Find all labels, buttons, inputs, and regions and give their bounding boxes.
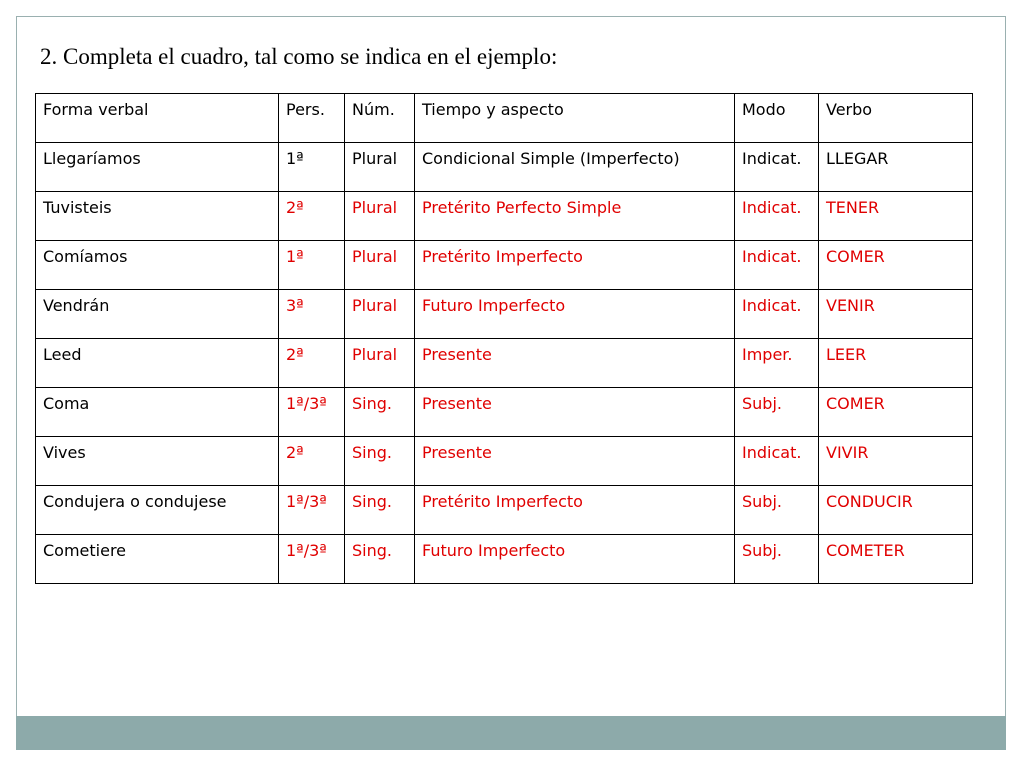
cell-persona: 3ª — [279, 290, 345, 339]
cell-persona: 1ª/3ª — [279, 388, 345, 437]
header-tiempo-aspecto: Tiempo y aspecto — [415, 94, 735, 143]
cell-numero: Plural — [345, 290, 415, 339]
cell-verbo: COMER — [819, 388, 973, 437]
table-row — [36, 241, 973, 290]
header-modo: Modo — [735, 94, 819, 143]
cell-forma-verbal: Vives — [36, 437, 279, 486]
header-forma-verbal: Forma verbal — [36, 94, 279, 143]
cell-forma-verbal: Tuvisteis — [36, 192, 279, 241]
cell-numero: Plural — [345, 339, 415, 388]
cell-forma-verbal: Llegaríamos — [36, 143, 279, 192]
page-title: 2. Completa el cuadro, tal como se indica en el ejemplo: — [40, 44, 558, 69]
cell-verbo: VIVIR — [819, 437, 973, 486]
cell-tiempo-aspecto: Pretérito Imperfecto — [415, 241, 735, 290]
cell-verbo: COMETER — [819, 535, 973, 584]
table-header-row — [36, 94, 973, 143]
cell-persona: 1ª — [279, 143, 345, 192]
cell-persona: 2ª — [279, 437, 345, 486]
table-row — [36, 290, 973, 339]
header-numero: Núm. — [345, 94, 415, 143]
cell-modo: Indicat. — [735, 437, 819, 486]
cell-numero: Plural — [345, 143, 415, 192]
table-row — [36, 143, 973, 192]
cell-numero: Plural — [345, 241, 415, 290]
cell-verbo: LLEGAR — [819, 143, 973, 192]
cell-forma-verbal: Comíamos — [36, 241, 279, 290]
cell-tiempo-aspecto: Presente — [415, 388, 735, 437]
cell-tiempo-aspecto: Condicional Simple (Imperfecto) — [415, 143, 735, 192]
cell-tiempo-aspecto: Presente — [415, 339, 735, 388]
cell-numero: Sing. — [345, 388, 415, 437]
table-row — [36, 192, 973, 241]
cell-modo: Subj. — [735, 535, 819, 584]
cell-modo: Indicat. — [735, 143, 819, 192]
cell-tiempo-aspecto: Futuro Imperfecto — [415, 290, 735, 339]
cell-persona: 1ª/3ª — [279, 535, 345, 584]
table-row — [36, 437, 973, 486]
cell-verbo: CONDUCIR — [819, 486, 973, 535]
header-verbo: Verbo — [819, 94, 973, 143]
table-row — [36, 339, 973, 388]
footer-bar — [16, 716, 1006, 750]
table-row — [36, 388, 973, 437]
cell-modo: Indicat. — [735, 241, 819, 290]
table-row — [36, 535, 973, 584]
cell-verbo: COMER — [819, 241, 973, 290]
cell-modo: Subj. — [735, 486, 819, 535]
cell-tiempo-aspecto: Futuro Imperfecto — [415, 535, 735, 584]
cell-verbo: TENER — [819, 192, 973, 241]
cell-persona: 1ª/3ª — [279, 486, 345, 535]
verb-table — [35, 93, 973, 584]
cell-modo: Indicat. — [735, 290, 819, 339]
header-persona: Pers. — [279, 94, 345, 143]
cell-modo: Indicat. — [735, 192, 819, 241]
cell-persona: 2ª — [279, 339, 345, 388]
cell-numero: Sing. — [345, 437, 415, 486]
cell-numero: Plural — [345, 192, 415, 241]
cell-forma-verbal: Condujera o condujese — [36, 486, 279, 535]
cell-numero: Sing. — [345, 535, 415, 584]
cell-forma-verbal: Coma — [36, 388, 279, 437]
table-row — [36, 486, 973, 535]
cell-forma-verbal: Leed — [36, 339, 279, 388]
cell-verbo: VENIR — [819, 290, 973, 339]
cell-verbo: LEER — [819, 339, 973, 388]
cell-numero: Sing. — [345, 486, 415, 535]
cell-forma-verbal: Vendrán — [36, 290, 279, 339]
cell-tiempo-aspecto: Presente — [415, 437, 735, 486]
cell-forma-verbal: Cometiere — [36, 535, 279, 584]
cell-tiempo-aspecto: Pretérito Perfecto Simple — [415, 192, 735, 241]
cell-modo: Imper. — [735, 339, 819, 388]
cell-persona: 2ª — [279, 192, 345, 241]
cell-persona: 1ª — [279, 241, 345, 290]
cell-tiempo-aspecto: Pretérito Imperfecto — [415, 486, 735, 535]
cell-modo: Subj. — [735, 388, 819, 437]
